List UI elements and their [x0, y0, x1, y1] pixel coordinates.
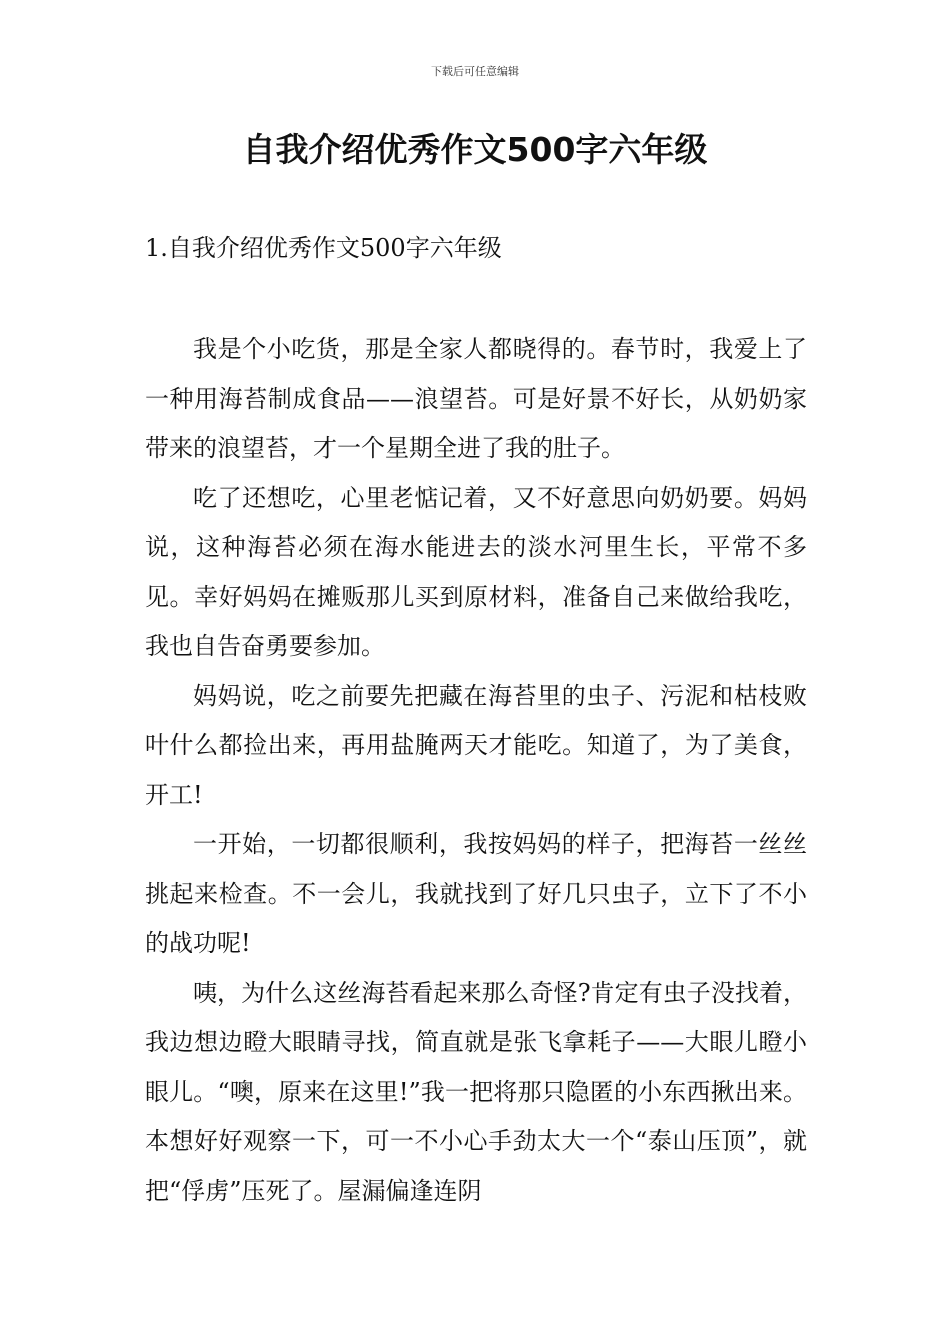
paragraph: 妈妈说，吃之前要先把藏在海苔里的虫子、污泥和枯枝败叶什么都捡出来，再用盐腌两天才能吃。知道了，为了美食，开工! — [145, 681, 807, 809]
section-heading: 1.自我介绍优秀作文500字六年级 — [145, 234, 502, 262]
paragraph: 我是个小吃货，那是全家人都晓得的。春节时，我爱上了一种用海苔制成食品——浪望苔。可是好景不好长，从奶奶家带来的浪望苔，才一个星期全进了我的肚子。 — [145, 335, 807, 462]
header-note: 下载后可任意编辑 — [431, 65, 519, 78]
paragraph: 吃了还想吃，心里老惦记着，又不好意思向奶奶要。妈妈说，这种海苔必须在海水能进去的淡水河里生长，平常不多见。幸好妈妈在摊贩那儿买到原材料，准备自己来做给我吃，我也自告奋勇要参加。 — [145, 483, 807, 660]
paragraph: 咦，为什么这丝海苔看起来那么奇怪?肯定有虫子没找着，我边想边瞪大眼睛寻找，简直就是张飞拿耗子——大眼儿瞪小眼儿。“噢，原来在这里!”我一把将那只隐匿的小东西揪出来。本想好好观察一下，可一不小心手劲太大一个“泰山压顶”，就把“俘虏”压死了。屋漏偏逢连阴 — [145, 978, 807, 1205]
document-body — [145, 325, 807, 1216]
document-title: 自我介绍优秀作文500字六年级 — [242, 130, 708, 169]
paragraph: 一开始，一切都很顺利，我按妈妈的样子，把海苔一丝丝挑起来检查。不一会儿，我就找到了好几只虫子，立下了不小的战功呢! — [145, 830, 807, 957]
